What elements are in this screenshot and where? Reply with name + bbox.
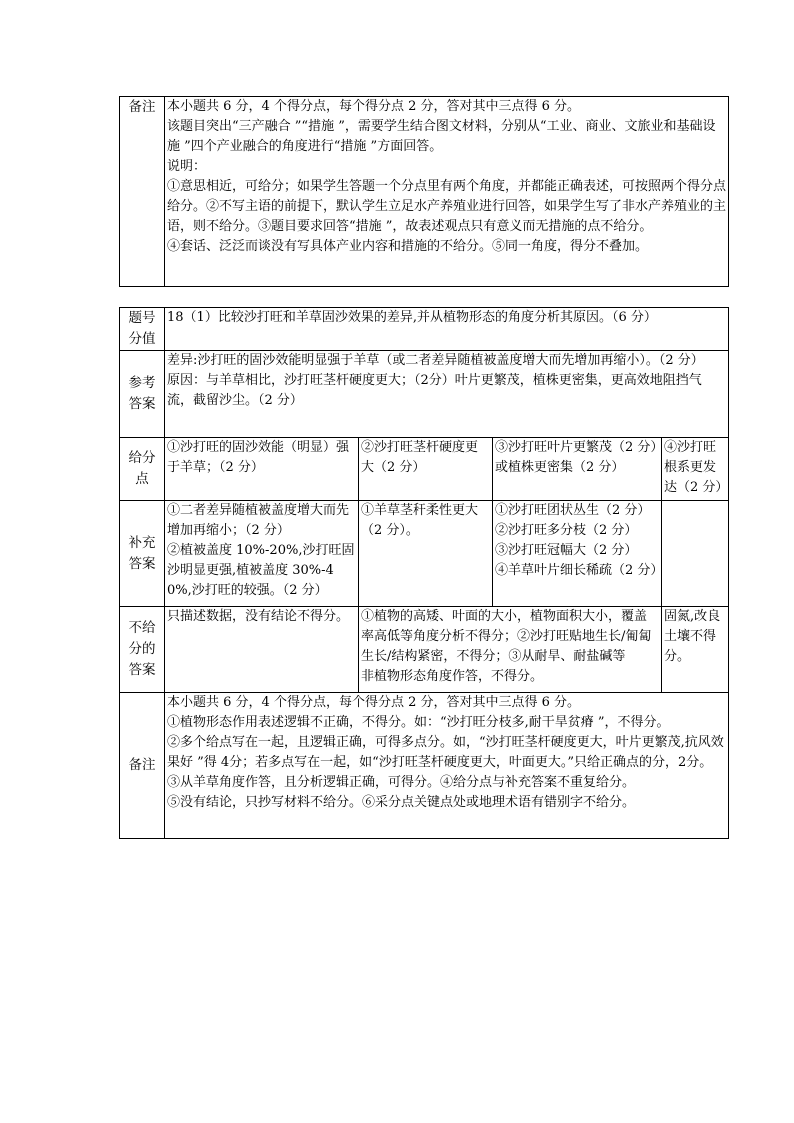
reference-answer-label: 参考答案 <box>120 351 165 438</box>
remarks-line: ①意思相近，可给分；如果学生答题一个分点里有两个角度，并都能正确表述，可按照两个得分点给分。②不写主语的前提下，默认学生立足水产养殖业进行回答，如果学生写了非水产养殖业的主语，则不给分。③题目要求回答“措施 ”，故表述观点只有意义而无措施的点不给分。 <box>167 179 727 234</box>
supplementary-line: ②植被盖度 10%-20%,沙打旺固沙明显更强,植被盖度 30%-40%,沙打旺的较强。（2 分） <box>167 543 355 598</box>
note-content <box>165 693 729 839</box>
remarks-line: 本小题共 6 分，4 个得分点，每个得分点 2 分，答对其中三点得 6 分。 <box>167 99 581 114</box>
note-line: 本小题共 6 分，4 个得分点，每个得分点 2 分，答对其中三点得 6 分。 <box>167 695 581 710</box>
supplementary-col-2 <box>359 501 493 607</box>
scoring-point-2: ②沙打旺茎杆硬度更大（2 分） <box>359 438 493 501</box>
supplementary-col-1 <box>165 501 359 607</box>
remarks-line: ④套话、泛泛而谈没有写具体产业内容和措施的不给分。⑤同一角度，得分不叠加。 <box>167 239 649 254</box>
remarks-table-q17 <box>119 96 729 287</box>
question-text: 18（1）比较沙打旺和羊草固沙效果的差异,并从植物形态的角度分析其原因。（6 分） <box>165 308 729 351</box>
note-line: ⑤没有结论，只抄写材料不给分。⑥采分点关键点处或地理术语有错别字不给分。 <box>167 795 636 810</box>
remarks-label: 备注 <box>120 97 165 287</box>
note-line: ①植物形态作用表述逻辑不正确，不得分。如：“沙打旺分枝多,耐干旱贫瘠 ”，不得分。 <box>167 715 670 730</box>
remarks-line: 说明： <box>167 159 207 174</box>
supplementary-col-4 <box>662 501 729 607</box>
scoring-point-1: ①沙打旺的固沙效能（明显）强于羊草；（2 分） <box>165 438 359 501</box>
question-label: 题号分值 <box>120 308 165 351</box>
no-score-line: ①植物的高矮、叶面的大小，植物面积大小，覆盖率高低等角度分析不得分；②沙打旺贴地生长/匍匐生长/结构紧密，不得分；③从耐旱、耐盐碱等 <box>361 609 652 664</box>
supplementary-col-3 <box>493 501 662 607</box>
no-score-col-1: 只描述数据，没有结论不得分。 <box>165 607 359 693</box>
scoring-point-4: ④沙打旺根系更发达（2 分） <box>662 438 729 501</box>
note-line: ③从羊草角度作答，且分析逻辑正确，可得分。④给分点与补充答案不重复给分。 <box>167 775 636 790</box>
supplementary-answer-label: 补充答案 <box>120 501 165 607</box>
supplementary-line: ③沙打旺冠幅大（2 分） <box>495 543 638 558</box>
reference-line: 差异:沙打旺的固沙效能明显强于羊草（或二者差异随植被盖度增大而先增加再缩小）。（2 分） <box>167 353 704 368</box>
reference-answer <box>165 351 729 438</box>
reference-line: 原因：与羊草相比，沙打旺茎杆硬度更大；（2分）叶片更繁茂，植株更密集，更高效地阻挡气流，截留沙尘。（2 分） <box>167 373 702 408</box>
scoring-points-label: 给分点 <box>120 438 165 501</box>
no-score-label: 不给分的答案 <box>120 607 165 693</box>
note-label: 备注 <box>120 693 165 839</box>
no-score-line: 非植物形态角度作答，不得分。 <box>361 669 544 684</box>
remarks-content <box>165 97 729 287</box>
scoring-table-q18 <box>119 307 729 839</box>
supplementary-line: ④羊草叶片细长稀疏（2 分） <box>495 563 664 578</box>
supplementary-line: ①沙打旺团状丛生（2 分） <box>495 503 651 518</box>
scoring-point-3: ③沙打旺叶片更繁茂（2 分）或植株更密集（2 分） <box>493 438 662 501</box>
remarks-line: 该题目突出“三产融合 ”“措施 ”，需要学生结合图文材料，分别从“工业、商业、文旅业和基础设施 ”四个产业融合的角度进行“措施 ”方面回答。 <box>167 119 716 154</box>
supplementary-line: ①二者差异随植被盖度增大而先增加再缩小；（2 分） <box>167 503 350 538</box>
no-score-col-3: 固氮,改良土壤不得分。 <box>662 607 729 693</box>
note-line: ②多个给点写在一起，且逻辑正确，可得多点分。如，“沙打旺茎杆硬度更大，叶片更繁茂,抗风效果好 ”得 4分；若多点写在一起，如“沙打旺茎杆硬度更大，叶面更大。”只给正确点的分，2分。 <box>167 735 724 770</box>
no-score-col-2 <box>359 607 662 693</box>
supplementary-line: ①羊草茎秆柔性更大（2 分）。 <box>361 503 479 538</box>
supplementary-line: ②沙打旺多分枝（2 分） <box>495 523 638 538</box>
